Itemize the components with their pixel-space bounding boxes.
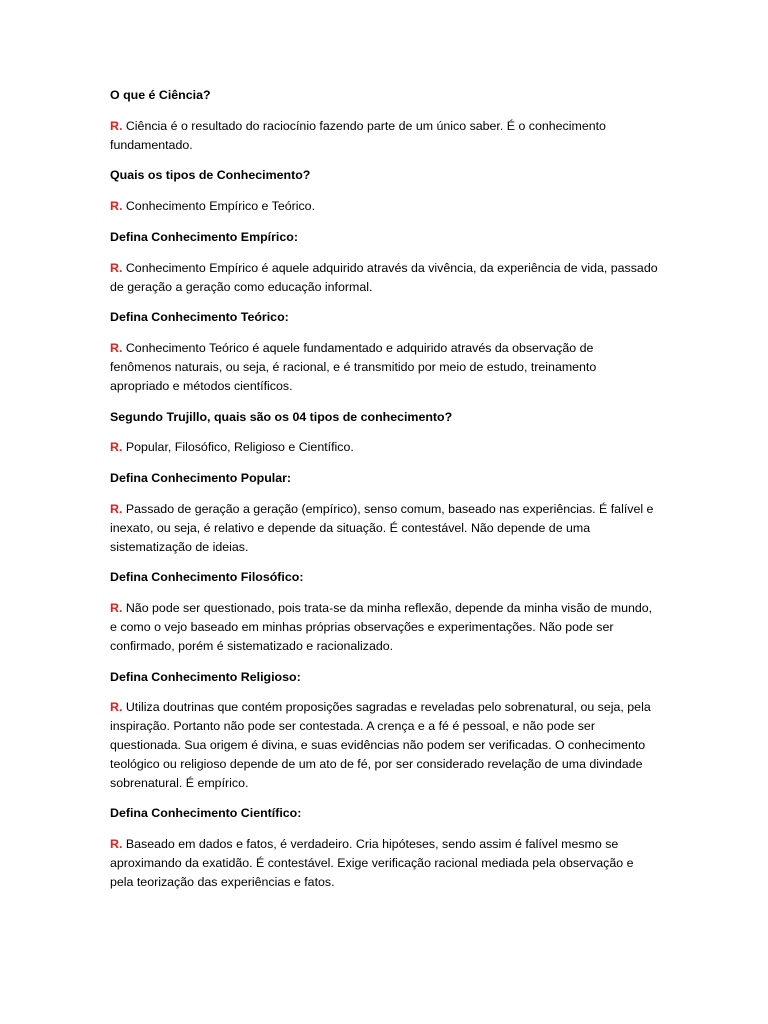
answer-paragraph xyxy=(110,698,658,792)
answer-paragraph xyxy=(110,835,658,891)
answer-text: Baseado em dados e fatos, é verdadeiro. Cria hipóteses, sendo assim é falível mesmo se aproximando da exatidão. É contestável. Exige verificação racional mediada pela observação e pela teorização das experiências e fatos. xyxy=(110,837,634,889)
answer-text: Popular, Filosófico, Religioso e Científico. xyxy=(125,440,354,455)
document-page xyxy=(110,86,658,904)
answer-marker: R. xyxy=(110,260,123,275)
answer-marker: R. xyxy=(110,341,123,356)
answer-paragraph xyxy=(110,500,658,556)
qa-item-trujillo xyxy=(110,408,658,458)
question-heading: Quais os tipos de Conhecimento? xyxy=(110,168,311,183)
qa-item-cientifico xyxy=(110,804,658,891)
answer-text: Conhecimento Empírico e Teórico. xyxy=(125,199,316,214)
answer-marker: R. xyxy=(110,501,123,516)
answer-paragraph xyxy=(110,599,658,655)
qa-item-teorico xyxy=(110,308,658,395)
question-heading: Defina Conhecimento Teórico: xyxy=(110,310,289,325)
answer-marker: R. xyxy=(110,199,123,214)
answer-marker: R. xyxy=(110,118,123,133)
answer-marker: R. xyxy=(110,700,123,715)
qa-item-ciencia xyxy=(110,86,658,154)
answer-text: Passado de geração a geração (empírico), senso comum, baseado nas experiências. É falível e inexato, ou seja, é relativo e depende da situação. É contestável. Não depende de uma sistematização de ideias. xyxy=(110,501,654,554)
qa-item-filosofico xyxy=(110,568,658,655)
answer-paragraph xyxy=(110,339,658,395)
qa-item-empirico xyxy=(110,228,658,296)
question-heading: Segundo Trujillo, quais são os 04 tipos de conhecimento? xyxy=(110,409,453,424)
answer-paragraph xyxy=(110,438,658,457)
question-heading: Defina Conhecimento Científico: xyxy=(110,806,302,821)
qa-item-religioso xyxy=(110,668,658,793)
answer-text: Conhecimento Teórico é aquele fundamentado e adquirido através da observação de fenômenos naturais, ou seja, é racional, e é transmitido por meio de estudo, treinamento apropriado e métodos científicos. xyxy=(110,341,597,393)
question-heading: Defina Conhecimento Religioso: xyxy=(110,669,301,684)
answer-text: Conhecimento Empírico é aquele adquirido através da vivência, da experiência de vida, passado de geração a geração como educação informal. xyxy=(110,260,658,294)
qa-item-popular xyxy=(110,469,658,556)
question-heading: Defina Conhecimento Filosófico: xyxy=(110,570,304,585)
answer-marker: R. xyxy=(110,601,123,616)
answer-paragraph xyxy=(110,117,658,155)
answer-text: Não pode ser questionado, pois trata-se da minha reflexão, depende da minha visão de mundo, e como o vejo baseado em minhas próprias observações e experimentações. Não pode ser confirmado, porém é sistematizado e racionalizado. xyxy=(110,601,653,653)
answer-text: Ciência é o resultado do raciocínio fazendo parte de um único saber. É o conhecimento fundamentado. xyxy=(110,118,606,152)
answer-text: Utiliza doutrinas que contém proposições sagradas e reveladas pelo sobrenatural, ou seja, pela inspiração. Portanto não pode ser contestada. A crença e a fé é pessoal, e não pode ser questionada. Sua origem é divina, e suas evidências não podem ser verificadas. O conhecimento teológico ou religioso depende de um ato de fé, por ser considerado revelação de uma divindade sobrenatural. É empírico. xyxy=(110,700,651,790)
answer-marker: R. xyxy=(110,837,123,852)
answer-paragraph xyxy=(110,259,658,297)
answer-paragraph xyxy=(110,197,658,216)
question-heading: Defina Conhecimento Empírico: xyxy=(110,229,298,244)
qa-item-tipos-conhecimento xyxy=(110,166,658,216)
answer-marker: R. xyxy=(110,440,123,455)
question-heading: O que é Ciência? xyxy=(110,88,211,102)
question-heading: Defina Conhecimento Popular: xyxy=(110,471,292,486)
